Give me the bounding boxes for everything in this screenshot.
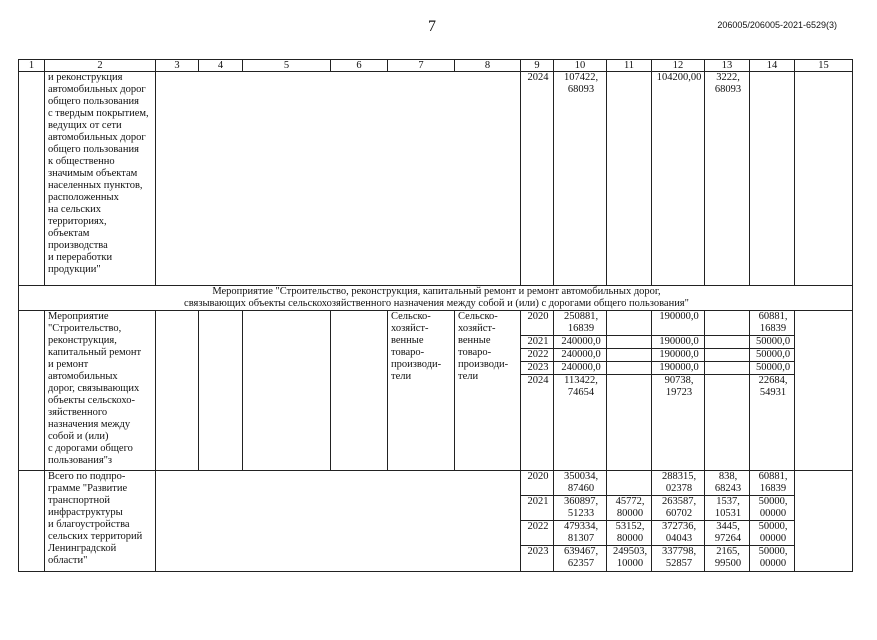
value-cell: 190000,0 — [652, 311, 705, 336]
value-cell: 639467, 62357 — [554, 546, 607, 572]
value-cell: 249503, 10000 — [607, 546, 652, 572]
year-cell: 2023 — [521, 546, 554, 572]
header-cell: 4 — [199, 60, 243, 72]
value-cell: 288315, 02378 — [652, 471, 705, 496]
value-cell: 107422, 68093 — [554, 72, 607, 286]
document-id: 206005/206005-2021-6529(3) — [717, 20, 837, 30]
value-cell: 113422, 74654 — [554, 375, 607, 471]
value-cell: 1537, 10531 — [705, 496, 750, 521]
page-number: 7 — [428, 18, 436, 35]
value-cell: 240000,0 — [554, 336, 607, 349]
value-cell: 263587, 60702 — [652, 496, 705, 521]
header-cell: 7 — [388, 60, 455, 72]
header-cell: 8 — [455, 60, 521, 72]
value-cell: 838, 68243 — [705, 471, 750, 496]
value-cell: 337798, 52857 — [652, 546, 705, 572]
value-cell: 45772, 80000 — [607, 496, 652, 521]
value-cell: 53152, 80000 — [607, 521, 652, 546]
header-cell: 2 — [45, 60, 156, 72]
executor-cell: Сельско- хозяйст- венные товаро- производи- тели — [388, 311, 455, 471]
table-row — [19, 311, 853, 336]
value-cell: 240000,0 — [554, 349, 607, 362]
value-cell: 50000,0 — [750, 349, 795, 362]
header-cell: 6 — [331, 60, 388, 72]
year-cell: 2023 — [521, 362, 554, 375]
value-cell: 50000,0 — [750, 336, 795, 349]
year-cell: 2022 — [521, 349, 554, 362]
header-cell: 15 — [795, 60, 853, 72]
year-cell: 2024 — [521, 375, 554, 471]
value-cell: 250881, 16839 — [554, 311, 607, 336]
header-cell: 3 — [156, 60, 199, 72]
year-cell: 2021 — [521, 336, 554, 349]
value-cell: 22684, 54931 — [750, 375, 795, 471]
year-cell: 2024 — [521, 72, 554, 286]
event-name: и реконструкция автомобильных дорог общего пользования с твердым покрытием, ведущих от сети автомобильных дорог общего пользования к общественно значимым объектам населенных пунктов, расположенных на сельских территориях, объектам производства и переработки продукции" — [45, 72, 156, 286]
program-table — [18, 59, 853, 572]
value-cell — [607, 471, 652, 496]
table-row — [19, 72, 853, 286]
participant-cell: Сельско- хозяйст- венные товаро- производи- тели — [455, 311, 521, 471]
column-number-row — [19, 60, 853, 72]
header-cell: 10 — [554, 60, 607, 72]
year-cell: 2021 — [521, 496, 554, 521]
value-cell: 190000,0 — [652, 349, 705, 362]
value-cell: 60881, 16839 — [750, 311, 795, 336]
value-cell: 240000,0 — [554, 362, 607, 375]
value-cell: 90738, 19723 — [652, 375, 705, 471]
value-cell: 479334, 81307 — [554, 521, 607, 546]
value-cell: 50000, 00000 — [750, 546, 795, 572]
header-cell: 11 — [607, 60, 652, 72]
value-cell: 350034, 87460 — [554, 471, 607, 496]
value-cell: 190000,0 — [652, 336, 705, 349]
header-cell: 12 — [652, 60, 705, 72]
header-cell: 14 — [750, 60, 795, 72]
header-cell: 9 — [521, 60, 554, 72]
year-cell: 2020 — [521, 471, 554, 496]
value-cell: 2165, 99500 — [705, 546, 750, 572]
value-cell: 50000,0 — [750, 362, 795, 375]
value-cell: 50000, 00000 — [750, 521, 795, 546]
year-cell: 2020 — [521, 311, 554, 336]
total-label: Всего по подпро- грамме "Развитие транспортной инфраструктуры и благоустройства сельских территорий Ленинградской области" — [45, 471, 156, 572]
table-row — [19, 471, 853, 496]
year-cell: 2022 — [521, 521, 554, 546]
value-cell: 104200,00 — [652, 72, 705, 286]
value-cell: 3445, 97264 — [705, 521, 750, 546]
event-name: Мероприятие "Строительство, реконструкция, капитальный ремонт и ремонт автомобильных дорог, связывающих объекты сельскохо- зяйственного назначения между собой и (или) с дорогами общего пользования"з — [45, 311, 156, 471]
value-cell: 372736, 04043 — [652, 521, 705, 546]
value-cell: 190000,0 — [652, 362, 705, 375]
value-cell: 60881, 16839 — [750, 471, 795, 496]
value-cell: 3222, 68093 — [705, 72, 750, 286]
value-cell: 50000, 00000 — [750, 496, 795, 521]
value-cell: 360897, 51233 — [554, 496, 607, 521]
header-cell: 1 — [19, 60, 45, 72]
table-row — [19, 286, 853, 311]
header-cell: 5 — [243, 60, 331, 72]
header-cell: 13 — [705, 60, 750, 72]
measure-heading: Мероприятие "Строительство, реконструкция, капитальный ремонт и ремонт автомобильных дорог, связывающих объекты сельскохозяйственного назначения между собой и (или) с дорогами общего пользования" — [19, 286, 853, 311]
